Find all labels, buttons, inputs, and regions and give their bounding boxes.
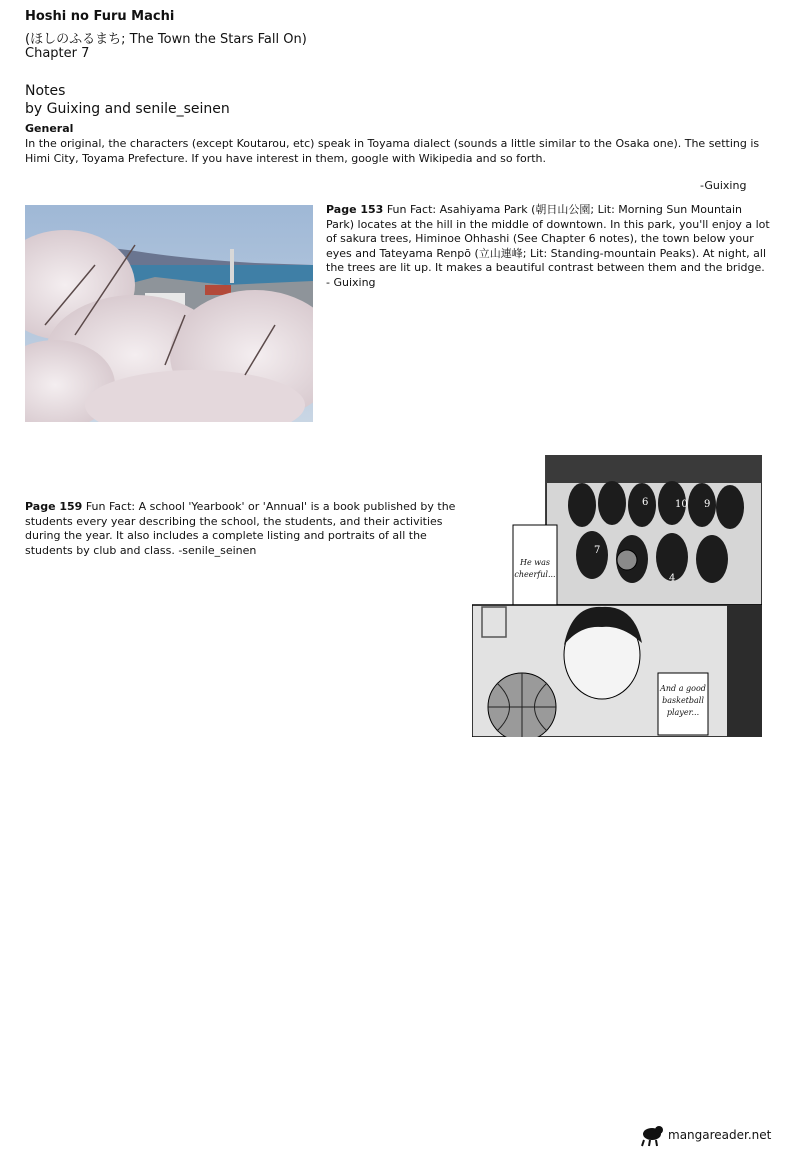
jersey-number: 6: [642, 497, 649, 508]
general-body: In the original, the characters (except Koutarou, etc) speak in Toyama dialect (sounds a little similar to the Osaka one). The setting is Himi City, Toyama Prefecture. If you have interest in them, google with Wikipedia and so forth.: [25, 137, 760, 165]
page-153-text: Fun Fact: Asahiyama Park (朝日山公園; Lit: Morning Sun Mountain Park) locates at the hill in the middle of downtown. In this park, you'll enjoy a lot of sakura trees, Himinoe Ohhashi (See Chapter 6 notes), the town below your eyes and Tateyama Renpō (立山連峰; Lit: Standing-mountain Peaks). At night, all the trees are lit up. It makes a beautiful contrast between them and the bridge. - Guixing: [326, 203, 770, 289]
fun-fact-page-159: [25, 500, 465, 558]
mangareader-logo-icon: [642, 1126, 663, 1146]
bubble-basketball-line3: player...: [666, 708, 700, 717]
jersey-number: 10: [675, 499, 688, 510]
manga-panel: [472, 455, 762, 737]
mangareader-watermark: [640, 1120, 795, 1148]
sakura-park-photo: [25, 205, 313, 422]
fun-fact-page-153: [326, 203, 771, 290]
byline: by Guixing and senile_seinen: [25, 101, 230, 117]
jersey-number: 4: [669, 573, 676, 584]
jersey-number: 7: [594, 545, 601, 556]
jersey-number: 9: [704, 499, 711, 510]
page-159-label: Page 159: [25, 500, 83, 513]
bubble-basketball-line1: And a good: [660, 684, 706, 693]
bubble-basketball-line2: basketball: [662, 696, 704, 705]
general-heading: General: [25, 122, 74, 135]
chapter-label: Chapter 7: [25, 46, 90, 61]
document-subtitle: (ほしのふるまち; The Town the Stars Fall On): [25, 32, 307, 47]
watermark-text: mangareader.net: [668, 1128, 772, 1142]
page-153-label: Page 153: [326, 203, 384, 216]
page-159-text: Fun Fact: A school 'Yearbook' or 'Annual' is a book published by the students every year describing the school, the students, and their activities during the year. It also includes a complete listing and portraits of all the students by club and class. -senile_seinen: [25, 500, 456, 557]
document-title: Hoshi no Furu Machi: [25, 9, 175, 24]
notes-heading: Notes: [25, 83, 66, 99]
bubble-cheerful-line1: He was: [520, 558, 550, 567]
bubble-cheerful-line2: cheerful...: [514, 570, 556, 579]
general-signature: -Guixing: [700, 179, 747, 192]
